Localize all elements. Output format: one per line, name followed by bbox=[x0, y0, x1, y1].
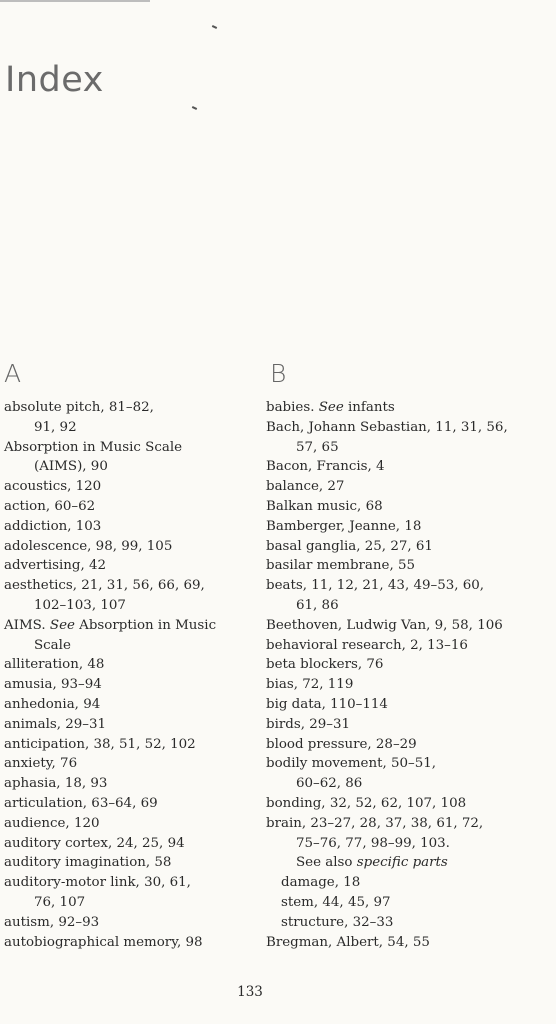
index-entry-text: amusia, 93–94 bbox=[4, 677, 102, 693]
index-entry-text: absolute pitch, 81–82, bbox=[4, 400, 154, 415]
index-entry-text: auditory-motor link, 30, 61, bbox=[4, 875, 191, 891]
index-entry-text: autism, 92–93 bbox=[4, 914, 100, 930]
index-entry bbox=[266, 794, 546, 814]
index-entry-text: addiction, 103 bbox=[4, 518, 102, 534]
index-entry-text: stem, 44, 45, 97 bbox=[281, 894, 391, 910]
index-entry bbox=[4, 556, 252, 576]
index-entry-text: anxiety, 76 bbox=[4, 756, 78, 772]
index-entry bbox=[266, 754, 546, 794]
index-entry bbox=[4, 715, 252, 735]
index-entry-continuation: 57, 65 bbox=[296, 439, 339, 455]
index-subentry bbox=[266, 873, 546, 893]
index-entry-text: audience, 120 bbox=[4, 815, 100, 831]
page-title: Index bbox=[5, 60, 104, 100]
index-entry bbox=[266, 616, 546, 636]
index-entry bbox=[4, 695, 252, 715]
index-column-b bbox=[266, 355, 546, 952]
index-entry bbox=[4, 913, 252, 933]
index-entry-text: alliteration, 48 bbox=[4, 657, 105, 673]
index-entry-text: damage, 18 bbox=[281, 875, 361, 891]
index-entry-text: aesthetics, 21, 31, 56, 66, 69, bbox=[4, 578, 205, 594]
index-entry-text: balance, 27 bbox=[266, 479, 345, 495]
index-entry bbox=[266, 398, 546, 418]
index-entry bbox=[4, 873, 252, 913]
index-entry-text: articulation, 63–64, 69 bbox=[4, 795, 158, 811]
index-entry-text: animals, 29–31 bbox=[4, 716, 107, 732]
index-entry bbox=[266, 537, 546, 557]
print-speck bbox=[212, 25, 217, 29]
letter-heading: A bbox=[4, 359, 22, 388]
index-entry-text: anticipation, 38, 51, 52, 102 bbox=[4, 736, 196, 752]
index-entry-text: autobiographical memory, 98 bbox=[4, 934, 203, 950]
index-entry bbox=[266, 418, 546, 458]
index-entry bbox=[4, 616, 252, 656]
index-entry-continuation: 61, 86 bbox=[296, 597, 339, 613]
index-entry bbox=[4, 814, 252, 834]
index-entry bbox=[266, 517, 546, 537]
index-entry bbox=[266, 556, 546, 576]
print-speck bbox=[192, 106, 197, 110]
index-subentry bbox=[266, 913, 546, 933]
index-entry bbox=[266, 675, 546, 695]
index-entry-text: aphasia, 18, 93 bbox=[4, 776, 108, 792]
index-entry bbox=[4, 576, 252, 616]
index-entry-list bbox=[266, 398, 546, 952]
index-entry-continuation: See also specific parts bbox=[296, 855, 448, 871]
index-entry-continuation: (AIMS), 90 bbox=[34, 459, 108, 475]
index-entry-text: blood pressure, 28–29 bbox=[266, 736, 417, 752]
index-entry-text: big data, 110–114 bbox=[266, 696, 388, 712]
index-entry bbox=[4, 754, 252, 774]
index-entry-text: brain, 23–27, 28, 37, 38, 61, 72, bbox=[266, 815, 484, 831]
index-entry bbox=[4, 477, 252, 497]
index-entry-continuation: 102–103, 107 bbox=[34, 597, 126, 613]
index-entry bbox=[4, 655, 252, 675]
index-entry-text: babies. See infants bbox=[266, 400, 395, 415]
index-entry bbox=[4, 794, 252, 814]
index-entry-text: auditory cortex, 24, 25, 94 bbox=[4, 835, 185, 851]
index-entry-text: AIMS. See Absorption in Music bbox=[4, 617, 217, 633]
top-rule bbox=[0, 0, 150, 2]
index-entry bbox=[266, 655, 546, 675]
index-entry-text: action, 60–62 bbox=[4, 498, 96, 514]
index-entry-text: advertising, 42 bbox=[4, 558, 107, 574]
index-entry-continuation: 60–62, 86 bbox=[296, 776, 363, 792]
index-entry bbox=[4, 774, 252, 794]
index-entry bbox=[4, 675, 252, 695]
index-entry bbox=[4, 497, 252, 517]
index-entry-text: Absorption in Music Scale bbox=[4, 439, 183, 455]
index-entry-text: Balkan music, 68 bbox=[266, 498, 383, 514]
index-entry-text: basilar membrane, 55 bbox=[266, 558, 416, 574]
index-entry bbox=[4, 735, 252, 755]
index-entry bbox=[266, 477, 546, 497]
index-entry-text: anhedonia, 94 bbox=[4, 696, 101, 712]
index-column-a bbox=[4, 355, 252, 952]
index-entry bbox=[4, 834, 252, 854]
letter-heading: B bbox=[270, 359, 287, 388]
index-entry bbox=[4, 537, 252, 557]
index-entry-text: Bach, Johann Sebastian, 11, 31, 56, bbox=[266, 419, 508, 435]
index-entry bbox=[4, 933, 252, 953]
index-entry bbox=[4, 853, 252, 873]
index-entry-continuation: 75–76, 77, 98–99, 103. bbox=[296, 835, 450, 851]
index-entry-text: beats, 11, 12, 21, 43, 49–53, 60, bbox=[266, 578, 485, 594]
index-entry-continuation: Scale bbox=[34, 637, 71, 653]
page-number: 133 bbox=[237, 984, 263, 1000]
index-entry-text: structure, 32–33 bbox=[281, 914, 394, 930]
index-entry-text: bodily movement, 50–51, bbox=[266, 756, 437, 772]
index-entry bbox=[266, 636, 546, 656]
index-entry bbox=[266, 933, 546, 953]
index-entry-text: bonding, 32, 52, 62, 107, 108 bbox=[266, 795, 467, 811]
index-entry-text: Bacon, Francis, 4 bbox=[266, 459, 385, 475]
index-entry bbox=[4, 398, 252, 438]
index-entry-text: Bregman, Albert, 54, 55 bbox=[266, 934, 430, 950]
index-entry-text: beta blockers, 76 bbox=[266, 657, 384, 673]
index-entry bbox=[266, 735, 546, 755]
index-entry bbox=[266, 497, 546, 517]
index-entry-text: bias, 72, 119 bbox=[266, 677, 354, 693]
index-entry-text: basal ganglia, 25, 27, 61 bbox=[266, 538, 433, 554]
index-subentry bbox=[266, 893, 546, 913]
index-entry bbox=[266, 715, 546, 735]
index-entry-text: Bamberger, Jeanne, 18 bbox=[266, 518, 422, 534]
index-entry bbox=[4, 517, 252, 537]
index-entry-text: birds, 29–31 bbox=[266, 716, 350, 732]
index-entry-continuation: 91, 92 bbox=[34, 419, 77, 435]
index-entry-continuation: 76, 107 bbox=[34, 894, 86, 910]
index-entry bbox=[266, 457, 546, 477]
index-entry-text: acoustics, 120 bbox=[4, 479, 102, 495]
index-entry-text: behavioral research, 2, 13–16 bbox=[266, 637, 468, 653]
index-entry bbox=[266, 576, 546, 616]
index-entry-list bbox=[4, 398, 252, 952]
index-entry bbox=[266, 695, 546, 715]
index-entry bbox=[266, 814, 546, 873]
index-entry-text: Beethoven, Ludwig Van, 9, 58, 106 bbox=[266, 617, 503, 633]
index-entry bbox=[4, 438, 252, 478]
index-entry-text: auditory imagination, 58 bbox=[4, 855, 172, 871]
index-entry-text: adolescence, 98, 99, 105 bbox=[4, 538, 173, 554]
